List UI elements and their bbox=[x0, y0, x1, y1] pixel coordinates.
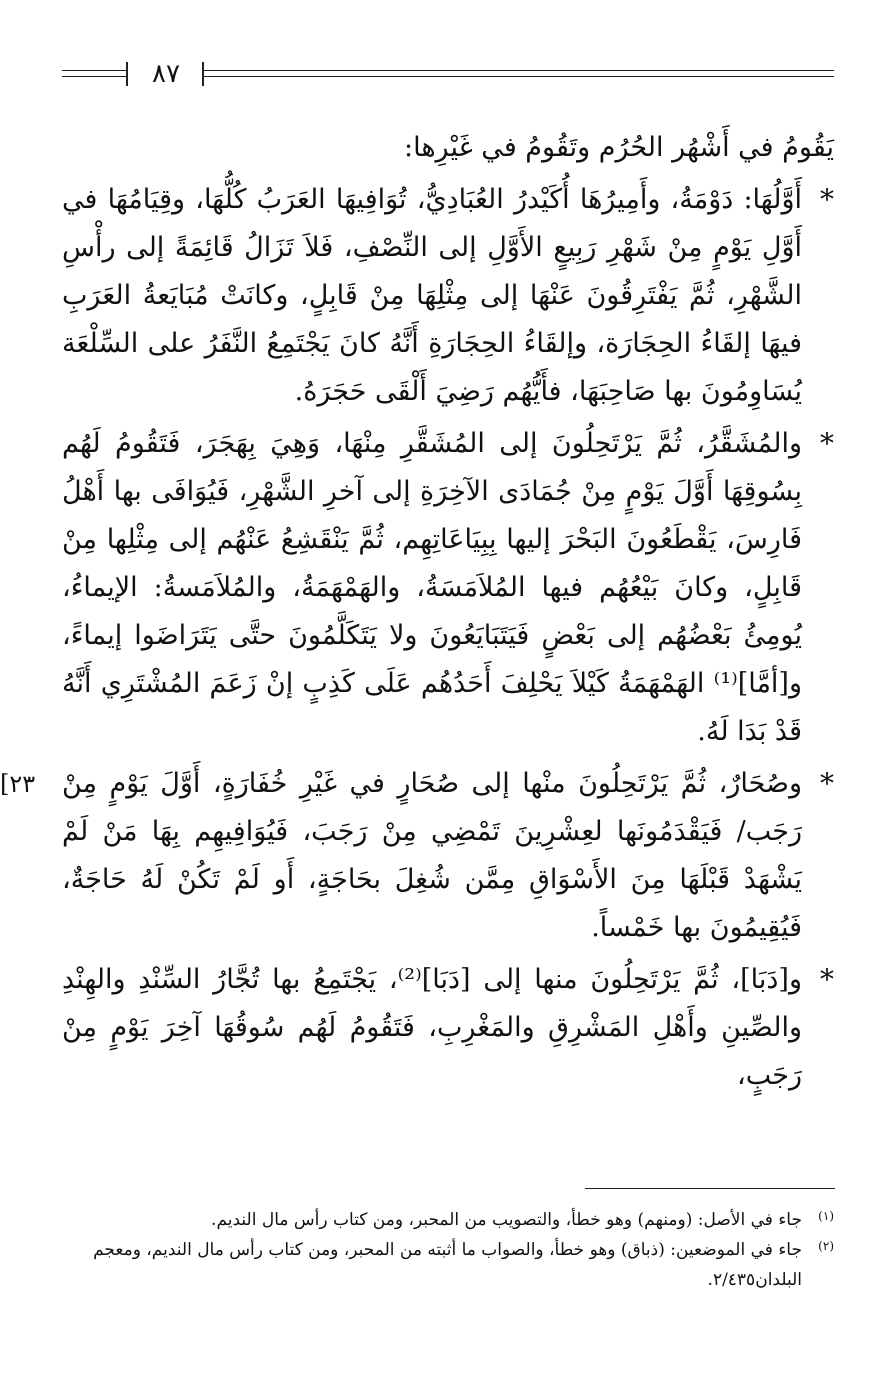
margin-folio-marker: ٢٣] bbox=[0, 770, 36, 798]
asterisk-bullet: * bbox=[820, 183, 834, 216]
header-tick-left bbox=[126, 62, 128, 86]
page-number: ٨٧ bbox=[152, 59, 180, 89]
paragraph-daba bbox=[62, 956, 834, 1100]
footnote-1 bbox=[62, 1205, 834, 1235]
paragraph-text: والمُشَقَّرُ، ثُمَّ يَرْتَحِلُونَ إلى المُشَقَّرِ مِنْهَا، وَهِيَ بِهَجَرَ، فَتَقُومُ لَهُم بِسُوقِهَا أَوَّلَ يَوْمٍ مِنْ جُمَادَى الآخِرَةِ إلى آخرِ الشَّهْرِ، فَيُوَافَى بها أَهْلُ فَارِسَ، يَقْطَعُونَ البَحْرَ إليها بِبِيَاعَاتِهِم، ثُمَّ يَنْقَشِعُ عَنْهُم إلى مِثْلِها مِنْ قَابِلٍ، وكانَ بَيْعُهُم فيها المُلاَمَسَةُ، والهَمْهَمَةُ، والمُلاَمَسةُ: الإيماءُ، يُومِئُ بَعْضُهُم إلى بَعْضٍ فَيَتَبَايَعُونَ ولا يَتَكَلَّمُونَ حتَّى يَتَرَاضَوا إيماءً، و[أمَّا]⁽¹⁾ الهَمْهَمَةُ كَيْلاَ يَحْلِفَ أَحَدُهُم عَلَى كَذِبٍ إنْ زَعَمَ المُشْتَرِي أَنَّهُ قَدْ بَدَا لَهُ. bbox=[62, 428, 802, 747]
header-double-rule-left bbox=[62, 70, 126, 77]
paragraph-intro bbox=[62, 124, 834, 172]
paragraph-text: أَوَّلُهَا: دَوْمَةُ، وأَمِيرُهَا أُكَيْدرُ العُبَادِيُّ، تُوَافِيهَا العَرَبُ كُلُّهَا، وقِيَامُهَا في أَوَّلِ يَوْمٍ مِنْ شَهْرِ رَبِيعٍ الأَوَّلِ إلى النِّصْفِ، فَلاَ تَزَالُ قَائِمَةً إلى رأْسِ الشَّهْرِ، ثُمَّ يَفْتَرِقُونَ عَنْهَا إلى مِثْلِهَا مِنْ قَابِلٍ، وكانَتْ مُبَايَعةُ العَرَبِ فيهَا إلقَاءُ الحِجَارَة، وإلقَاءُ الحِجَارَةِ أَنَّهُ كانَ يَجْتَمِعُ النَّفَرُ على السِّلْعَة يُسَاوِمُونَ بها صَاحِبَهَا، فأَيُّهُم رَضِيَ أَلْقَى حَجَرَهُ. bbox=[62, 184, 802, 407]
main-text bbox=[0, 124, 834, 1104]
asterisk-bullet: * bbox=[820, 963, 834, 996]
footnote-marker: (٢) bbox=[818, 1239, 834, 1253]
paragraph-text: وصُحَارٌ، ثُمَّ يَرْتَحِلُونَ منْها إلى صُحَارٍ في غَيْرِ خُفَارَةٍ، أَوَّلَ يَوْمٍ مِنْ رَجَب/ فَيَقْدَمُونَها لعِشْرِينَ تَمْضِي مِنْ رَجَبَ، فَيُوَافِيهِم بِهَا مَنْ لَمْ يَشْهَدْ قَبْلَهَا مِنَ الأَسْوَاقِ مِمَّن شُغِلَ بحَاجَةٍ، أَو لَمْ تَكُنْ لَهُ حَاجَةٌ، فَيُقِيمُونَ بها خَمْساً. bbox=[62, 768, 802, 943]
paragraph-text: و[دَبَا]، ثُمَّ يَرْتَحِلُونَ منها إلى [دَبَا]⁽²⁾، يَجْتَمِعُ بها تُجَّارُ السِّنْدِ والهِنْدِ والصِّينِ وأَهْلِ المَشْرِقِ والمَغْرِبِ، فَتَقُومُ لَهُم سُوقُهَا آخِرَ يَوْمٍ مِنْ رَجَبٍ، bbox=[62, 964, 802, 1091]
footnote-text: جاء في الأصل: (ومنهم) وهو خطأ، والتصويب من المحبر، ومن كتاب رأس مال النديم. bbox=[211, 1210, 802, 1230]
asterisk-bullet: * bbox=[820, 427, 834, 460]
footnote-text: جاء في الموضعين: (ذباق) وهو خطأ، والصواب ما أثبته من المحبر، ومن كتاب رأس مال النديم، ومعجم البلدان٢/٤٣٥. bbox=[93, 1240, 802, 1290]
paragraph-text: يَقُومُ في أَشْهُر الحُرُم وتَقُومُ في غَيْرِها: bbox=[404, 132, 834, 163]
paragraph-suhar bbox=[0, 760, 834, 952]
asterisk-bullet: * bbox=[820, 767, 834, 800]
header-double-rule-right bbox=[204, 70, 834, 77]
footnote-separator bbox=[585, 1188, 835, 1189]
footnote-2 bbox=[62, 1235, 834, 1295]
footnotes bbox=[62, 1205, 834, 1295]
paragraph-dawma bbox=[62, 176, 834, 416]
page-header bbox=[62, 58, 834, 94]
paragraph-mushaqqar bbox=[62, 420, 834, 756]
footnote-marker: (١) bbox=[818, 1209, 834, 1223]
